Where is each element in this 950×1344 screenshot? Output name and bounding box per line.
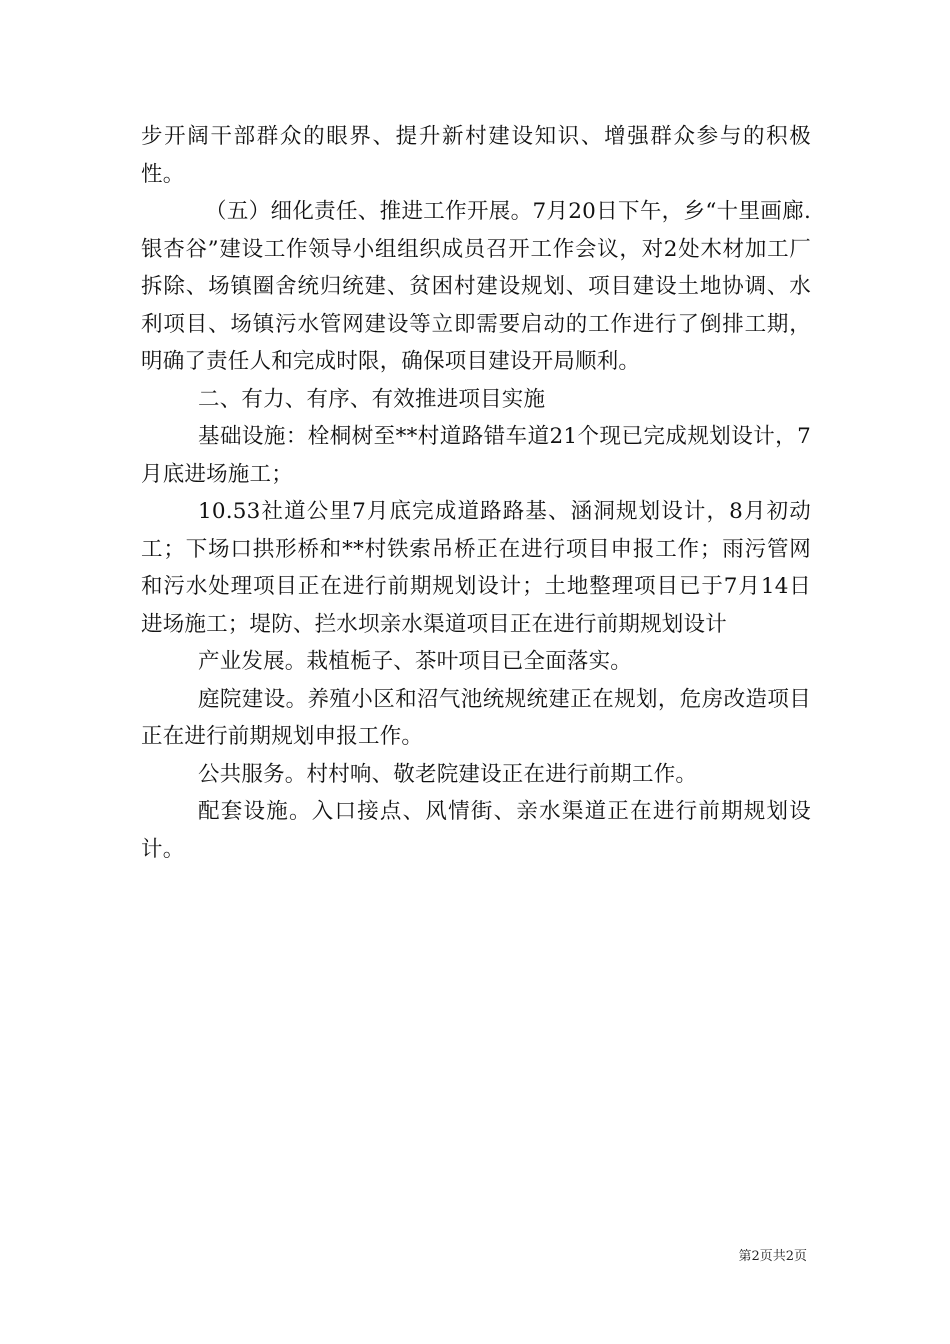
paragraph-supporting-facilities: 配套设施。入口接点、风情街、亲水渠道正在进行前期规划设计。 [141, 799, 811, 862]
paragraph-road-project: 10.53社道公里7月底完成道路路基、涵洞规划设计，8月初动工；下场口拱形桥和**村铁索吊桥正在进行项目申报工作；雨污管网和污水处理项目正在进行前期规划设计；土地整理项目已于7月14日进场施工；堤防、拦水坝亲水渠道项目正在进行前期规划设计 [141, 499, 811, 637]
paragraph-section-five: （五）细化责任、推进工作开展。7月20日下午，乡“十里画廊.银杏谷”建设工作领导小组组织成员召开工作会议，对2处木材加工厂拆除、场镇圈舍统归统建、贫困村建设规划、项目建设土地协调、水利项目、场镇污水管网建设等立即需要启动的工作进行了倒排工期，明确了责任人和完成时限，确保项目建设开局顺利。 [141, 199, 811, 374]
document-body [141, 118, 811, 868]
paragraph-continued: 步开阔干部群众的眼界、提升新村建设知识、增强群众参与的积极性。 [141, 124, 811, 187]
paragraph-industry: 产业发展。栽植栀子、茶叶项目已全面落实。 [198, 649, 633, 674]
paragraph-courtyard: 庭院建设。养殖小区和沼气池统规统建正在规划，危房改造项目正在进行前期规划申报工作。 [141, 686, 811, 749]
paragraph-public-service: 公共服务。村村响、敬老院建设正在进行前期工作。 [198, 761, 698, 787]
section-heading-two: 二、有力、有序、有效推进项目实施 [198, 386, 546, 412]
paragraph-infrastructure: 基础设施：栓桐树至**村道路错车道21个现已完成规划设计，7月底进场施工； [141, 424, 811, 487]
page-number: 第2页共2页 [738, 1249, 807, 1264]
